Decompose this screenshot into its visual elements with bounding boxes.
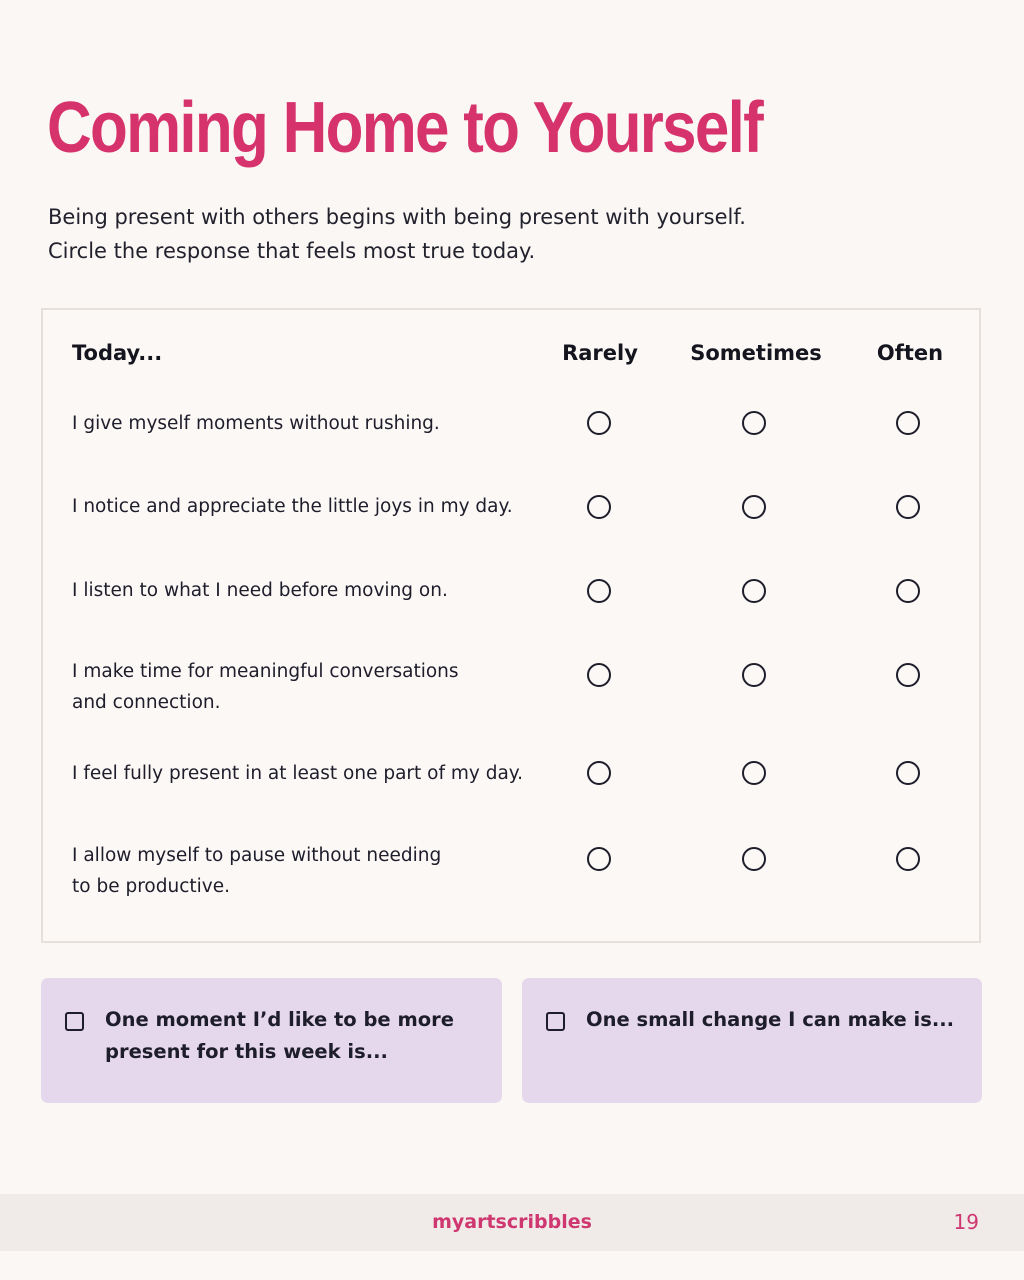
page-number: 19	[953, 1210, 979, 1234]
intro-line: Being present with others begins with being present with yourself.	[48, 205, 746, 229]
prompt-label	[105, 1004, 454, 1068]
column-header-today: Today...	[72, 341, 163, 365]
radio-row-6-sometimes[interactable]	[742, 847, 766, 871]
radio-row-3-sometimes[interactable]	[742, 579, 766, 603]
prompt-text: One small change I can make is...	[586, 1008, 955, 1031]
prompt-checkbox[interactable]	[65, 1012, 84, 1031]
prompt-label	[586, 1004, 954, 1036]
intro-text	[48, 200, 746, 268]
radio-row-1-sometimes[interactable]	[742, 411, 766, 435]
radio-row-5-rarely[interactable]	[587, 761, 611, 785]
radio-row-2-sometimes[interactable]	[742, 495, 766, 519]
radio-row-1-rarely[interactable]	[587, 411, 611, 435]
radio-row-1-often[interactable]	[896, 411, 920, 435]
statement-text: and connection.	[72, 692, 221, 713]
radio-row-3-often[interactable]	[896, 579, 920, 603]
page-title: Coming Home to Yourself	[47, 88, 763, 168]
statement-text: I feel fully present in at least one part of my day.	[72, 763, 523, 784]
statement-text: I listen to what I need before moving on.	[72, 580, 448, 601]
statement-row-5	[72, 758, 523, 789]
radio-row-6-rarely[interactable]	[587, 847, 611, 871]
radio-row-4-rarely[interactable]	[587, 663, 611, 687]
radio-row-2-often[interactable]	[896, 495, 920, 519]
prompt-card-present-moment	[41, 978, 502, 1103]
statement-text: I allow myself to pause without needing	[72, 845, 442, 866]
prompt-text: One moment I’d like to be more	[105, 1008, 455, 1031]
statement-text: I notice and appreciate the little joys in my day.	[72, 496, 513, 517]
statement-text: I make time for meaningful conversations	[72, 661, 459, 682]
radio-row-3-rarely[interactable]	[587, 579, 611, 603]
radio-row-4-sometimes[interactable]	[742, 663, 766, 687]
prompt-text: present for this week is...	[105, 1040, 388, 1063]
column-header-rarely: Rarely	[562, 341, 638, 365]
statement-row-2	[72, 491, 513, 522]
statement-row-4	[72, 656, 459, 718]
page-footer	[0, 1194, 1024, 1251]
radio-row-4-often[interactable]	[896, 663, 920, 687]
radio-row-6-often[interactable]	[896, 847, 920, 871]
prompt-checkbox[interactable]	[546, 1012, 565, 1031]
brand-name: myartscribbles	[432, 1211, 592, 1233]
radio-row-5-sometimes[interactable]	[742, 761, 766, 785]
statement-row-1	[72, 408, 440, 439]
column-header-often: Often	[876, 341, 944, 365]
statement-row-6	[72, 840, 441, 902]
column-header-sometimes: Sometimes	[690, 341, 822, 365]
radio-row-2-rarely[interactable]	[587, 495, 611, 519]
statement-text: I give myself moments without rushing.	[72, 413, 440, 434]
radio-row-5-often[interactable]	[896, 761, 920, 785]
statement-text: to be productive.	[72, 876, 230, 897]
statement-row-3	[72, 575, 448, 606]
intro-line: Circle the response that feels most true today.	[48, 239, 536, 263]
prompt-card-small-change	[522, 978, 982, 1103]
reflection-table	[41, 308, 981, 943]
